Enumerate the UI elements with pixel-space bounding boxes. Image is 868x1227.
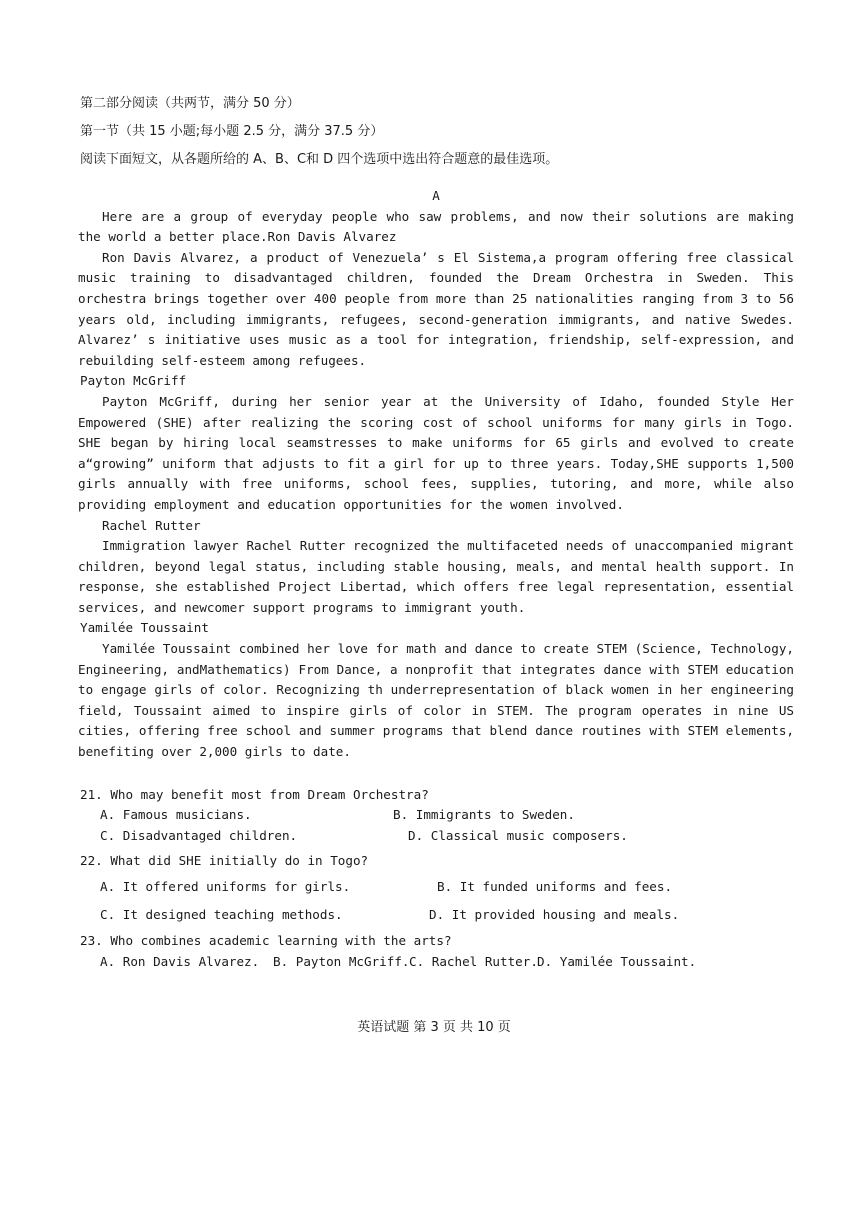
question-stem: 22. What did SHE initially do in Togo? — [80, 853, 369, 868]
question-option: D. It provided housing and meals. — [429, 907, 680, 922]
section-heading: 第二部分阅读（共两节，满分 50 分） — [80, 96, 300, 111]
question-option: C. Disadvantaged children. — [100, 828, 298, 843]
passage-title: A — [432, 188, 440, 203]
subsection-heading: 第一节（共 15 小题;每小题 2.5 分，满分 37.5 分） — [80, 124, 384, 139]
person-name-toussaint: Yamilée Toussaint — [80, 620, 209, 636]
question-option: B. It funded uniforms and fees. — [437, 879, 673, 894]
question-option: C. It designed teaching methods. — [100, 907, 343, 922]
question-option: D. Classical music composers. — [408, 828, 628, 843]
person-name-mcgriff: Payton McGriff — [80, 373, 187, 389]
passage-intro: Here are a group of everyday people who saw problems, and now their solutions are making the world a better place.Ron Davis Alvarez — [78, 208, 794, 245]
paragraph-mcgriff: Payton McGriff, during her senior year at the University of Idaho, founded Style Her Empowered (SHE) after realizing the scoring cost of school uniforms for many girls in Togo. SHE began by hiring local seamstresses to make uniforms for 65 girls and evolved to create a“growing” uniform that adjusts to fit a girl for up to three years. Today,SHE supports 1,500 girls annually with free uniforms, school fees, supplies, tutoring, and more, while also providing employment and education opportunities for the women involved. — [78, 393, 794, 512]
question-stem: 23. Who combines academic learning with the arts? — [80, 933, 452, 948]
question-option: A. It offered uniforms for girls. — [100, 879, 351, 894]
question-option: B. Payton McGriff. — [273, 954, 410, 969]
question-option: C. Rachel Rutter. — [409, 954, 538, 969]
paragraph-alvarez: Ron Davis Alvarez, a product of Venezuela’ s El Sistema,a program offering free classical music training to disadvantaged children, founded the Dream Orchestra in Sweden. This orchestra brings together over 400 people from more than 25 nationalities ranging from 3 to 56 years old, including immigrants, refugees, second-generation immigrants, and native Swedes. Alvarez’ s initiative uses music as a tool for integration, friendship, self-expression, and rebuilding self-esteem among refugees. — [78, 249, 794, 368]
paragraph-rutter: Immigration lawyer Rachel Rutter recognized the multifaceted needs of unaccompanied migrant children, beyond legal status, including stable housing, meals, and mental health support. In response, she established Project Libertad, which offers free legal representation, essential services, and newcomer support programs to immigrant youth. — [78, 538, 794, 615]
question-option: A. Famous musicians. — [100, 807, 252, 822]
question-option: B. Immigrants to Sweden. — [393, 807, 575, 822]
instructions: 阅读下面短文，从各题所给的 A、B、C和 D 四个选项中选出符合题意的最佳选项。 — [80, 152, 559, 167]
question-option: A. Ron Davis Alvarez. — [100, 954, 260, 969]
reading-passage — [78, 186, 794, 763]
paragraph-toussaint: Yamilée Toussaint combined her love for math and dance to create STEM (Science, Technology, Engineering, andMathematics) From Dance, a nonprofit that integrates dance with STEM education to engage girls of color. Recognizing th underrepresentation of black women in her engineering field, Toussaint aimed to inspire girls of color in STEM. The program operates in nine US cities, offering free school and summer programs that blend dance routines with STEM elements, benefiting over 2,000 girls to date. — [78, 641, 794, 760]
question-stem: 21. Who may benefit most from Dream Orchestra? — [80, 787, 429, 802]
question-option: D. Yamilée Toussaint. — [537, 954, 697, 969]
person-name-rutter: Rachel Rutter — [102, 517, 201, 533]
page-footer: 英语试题 第 3 页 共 10 页 — [357, 1020, 511, 1035]
